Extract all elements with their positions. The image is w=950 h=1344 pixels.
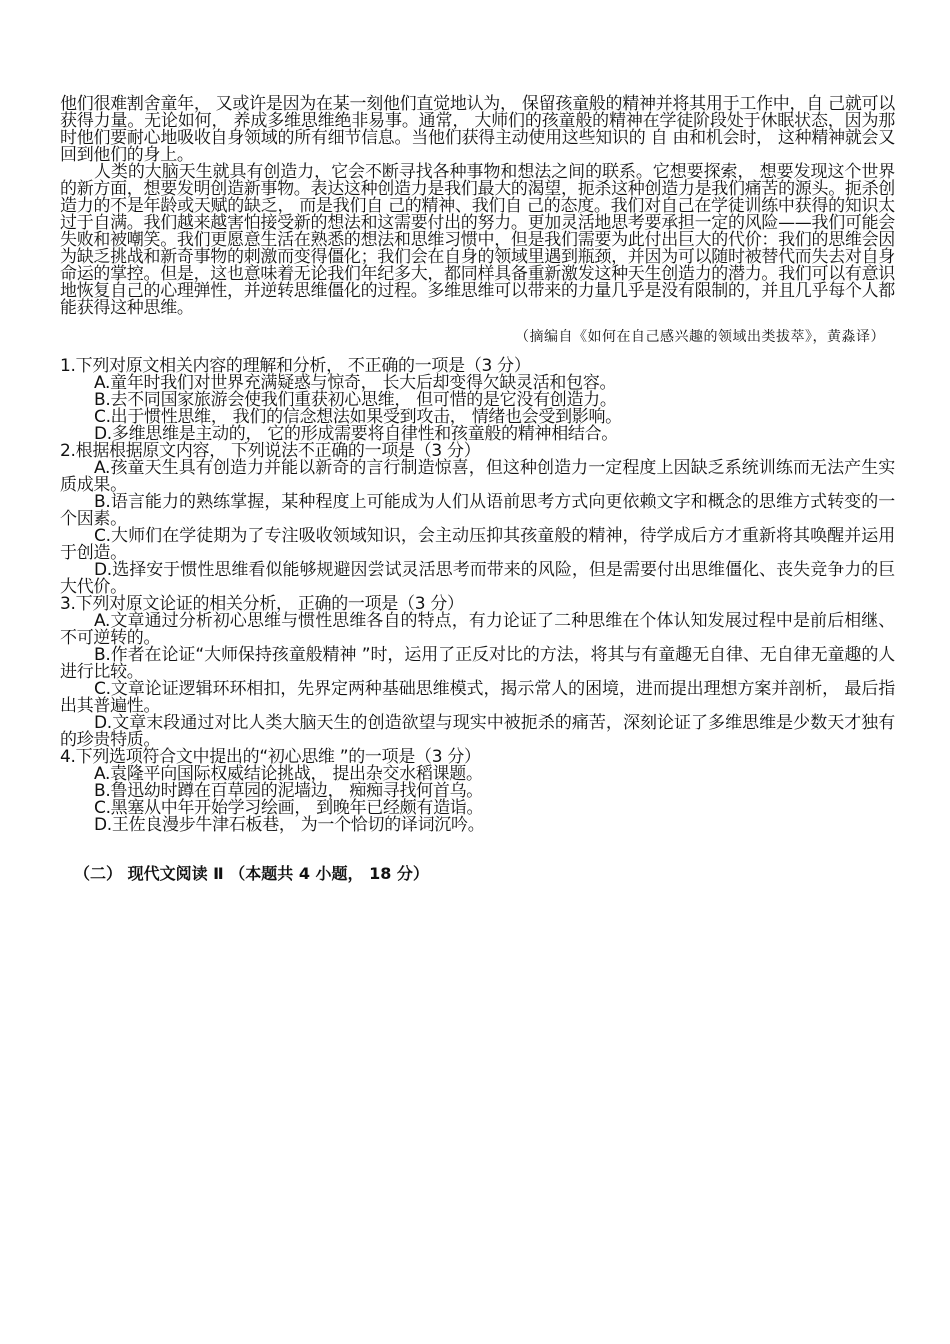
option-a: A.袁隆平向国际权威结论挑战， 提出杂交水稻课题。 <box>94 764 483 784</box>
question-2 <box>60 443 895 596</box>
question-stem: 1.下列对原文相关内容的理解和分析， 不正确的一项是（3 分） <box>60 356 531 376</box>
option-b: B.去不同国家旅游会使我们重获初心思维， 但可惜的是它没有创造力。 <box>94 390 617 410</box>
section-heading: （二） 现代文阅读 Ⅱ （本题共 4 小题， 18 分） <box>74 864 429 883</box>
option-c: C.黑塞从中年开始学习绘画， 到晚年已经颇有造诣。 <box>94 798 484 818</box>
option-c: C.出于惯性思维， 我们的信念想法如果受到攻击， 情绪也会受到影响。 <box>94 407 622 427</box>
question-1 <box>60 358 895 443</box>
passage-paragraph-2: 人类的大脑天生就具有创造力，它会不断寻找各种事物和想法之间的联系。它想要探索， 想要发现这个世界的新方面，想要发明创造新事物。表达这种创造力是我们最大的渴望，扼杀这种创造力是我们痛苦的源头。扼杀创造力的不是年龄或天赋的缺乏， 而是我们自 己的精神、我们自 己的态度。我们对自己在学徒训练中获得的知识太过于自满。我们越来越害怕接受新的想法和这需要付出的努力。更加灵活地思考要承担一定的风险——我们可能会失败和被嘲笑。我们更愿意生活在熟悉的想法和思维习惯中，但是我们需要为此付出巨大的代价：我们的思维会因为缺乏挑战和新奇事物的刺激而变得僵化；我们会在自身的领域里遇到瓶颈，并因为可以随时被替代而失去对自身命运的掌控。但是，这也意味着无论我们年纪多大，都同样具备重新激发这种天生创造力的潜力。我们可以有意识地恢复自己的心理弹性，并逆转思维僵化的过程。多维思维可以带来的力量几乎是没有限制的，并且几乎每个人都能获得这种思维。 <box>60 162 895 318</box>
option-b: B.语言能力的熟练掌握，某种程度上可能成为人们从语前思考方式向更依赖文字和概念的思维方式转变的一个因素。 <box>60 492 895 529</box>
question-4 <box>60 749 895 834</box>
question-stem: 4.下列选项符合文中提出的“初心思维 ”的一项是（3 分） <box>60 747 481 767</box>
passage-source: （摘编自《如何在自己感兴趣的领域出类拔萃》，黄淼译） <box>515 329 885 345</box>
question-stem: 2.根据根据原文内容， 下列说法不正确的一项是（3 分） <box>60 441 481 461</box>
option-d: D.王佐良漫步牛津石板巷， 为一个恰切的译词沉吟。 <box>94 815 485 835</box>
question-stem: 3.下列对原文论证的相关分析， 正确的一项是（3 分） <box>60 594 464 614</box>
option-b: B.鲁迅幼时蹲在百草园的泥墙边， 痴痴寻找何首乌。 <box>94 781 483 801</box>
option-d: D.多维思维是主动的， 它的形成需要将自律性和孩童般的精神相结合。 <box>94 424 618 444</box>
question-3 <box>60 596 895 749</box>
option-a: A.孩童天生具有创造力并能以新奇的言行制造惊喜，但这种创造力一定程度上因缺乏系统训练而无法产生实质成果。 <box>60 458 895 495</box>
option-d: D.选择安于惯性思维看似能够规避因尝试灵活思考而带来的风险，但是需要付出思维僵化、丧失竞争力的巨大代价。 <box>60 560 895 597</box>
option-c: C.大师们在学徒期为了专注吸收领域知识，会主动压抑其孩童般的精神，待学成后方才重新将其唤醒并运用于创造。 <box>60 526 895 563</box>
option-b: B.作者在论证“大师保持孩童般精神 ”时，运用了正反对比的方法，将其与有童趣无自律、无自律无童趣的人进行比较。 <box>60 645 895 682</box>
option-a: A.童年时我们对世界充满疑惑与惊奇， 长大后却变得欠缺灵活和包容。 <box>94 373 617 393</box>
option-a: A.文章通过分析初心思维与惯性思维各自的特点，有力论证了二种思维在个体认知发展过程中是前后相继、不可逆转的。 <box>60 611 895 648</box>
option-d: D.文章末段通过对比人类大脑天生的创造欲望与现实中被扼杀的痛苦，深刻论证了多维思维是少数天才独有的珍贵特质。 <box>60 713 895 750</box>
option-c: C.文章论证逻辑环环相扣，先界定两种基础思维模式，揭示常人的困境，进而提出理想方案并剖析， 最后指出其普遍性。 <box>60 679 895 716</box>
passage-paragraph-1: 他们很难割舍童年， 又或许是因为在某一刻他们直觉地认为， 保留孩童般的精神并将其用于工作中，自 己就可以获得力量。无论如何， 养成多维思维绝非易事。通常， 大师们的孩童般的精神在学徒阶段处于休眠状态，因为那时他们要耐心地吸收自身领域的所有细节信息。当他们获得主动使用这些知识的 自 由和机会时， 这种精神就会又回到他们的身上。 <box>60 94 895 165</box>
exam-page <box>60 96 895 884</box>
